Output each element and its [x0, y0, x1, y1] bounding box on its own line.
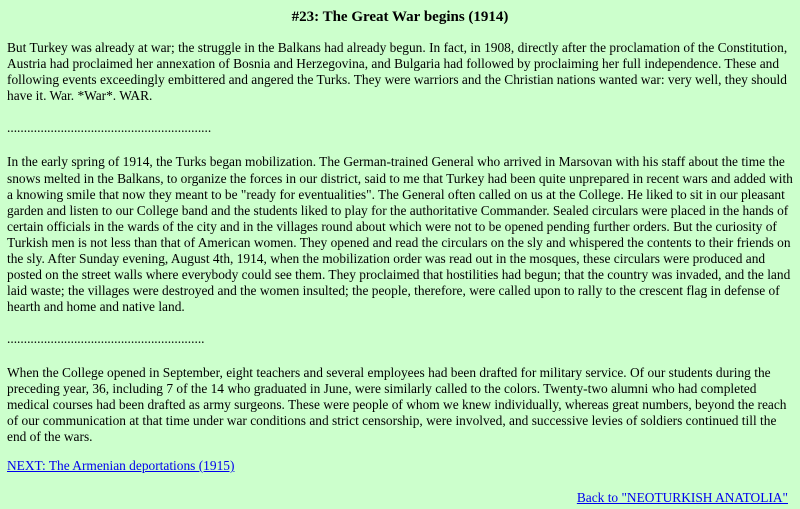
- separator-2: ...........................................................: [7, 331, 205, 347]
- back-link-container: [7, 490, 793, 506]
- next-link-container: [7, 458, 793, 474]
- paragraph-1: But Turkey was already at war; the struggle in the Balkans had already begun. In fact, in 1908, directly after the proclamation of the Constitution, Austria had proclaimed her annexation of Bosnia and Herzegovina, and Bulgaria had followed by proclaiming her full independence. These and following events exceedingly embittered and angered the Turks. They were warriors and the Christian nations wanted war: very well, they should have it. War. *War*. WAR.: [7, 40, 788, 104]
- paragraph-3: When the College opened in September, eight teachers and several employees had been drafted for military service. Of our students during the preceding year, 36, including 7 of the 14 who graduated in June, were similarly called to the colors. Twenty-two alumni who had completed medical courses had been drafted as army surgeons. These were people of whom we knew individually, whereas great numbers, beyond the reach of our communication at that time under war conditions and strict censorship, were involved, and successive levies of soldiers continued till the end of the wars.: [7, 364, 787, 444]
- page-title: #23: The Great War begins (1914): [291, 9, 509, 25]
- paragraph-2: In the early spring of 1914, the Turks began mobilization. The German-trained General who arrived in Marsovan with his staff about the time the snows melted in the Balkans, to organize the forces in our district, said to me that Turkey had been quite unprepared in recent wars and added with a knowing smile that now they meant to be "ready for eventualities". The General often called on us at the College. He liked to sit in our pleasant garden and listen to our College band and the students liked to play for the authoritative Commander. Sealed circulars were placed in the hands of certain officials in the wards of the city and in the villages round about which were not to be opened pending further orders. But the curiosity of Turkish men is not less than that of American women. They opened and read the circulars on the sly and whispered the contents to their friends on the sly. After Sunday evening, August 4th, 1914, when the mobilization order was read out in the mosques, these circulars were produced and posted on the street walls where everybody could see them. They proclaimed that hostilities had begun; that the country was invaded, and the land laid waste; the villages were destroyed and the women insulted; the people, therefore, were called upon to rally to the crescent flag in defense of hearth and home and native land.: [7, 154, 793, 315]
- separator-1: .............................................................: [7, 120, 212, 136]
- document-page: [0, 8, 800, 506]
- next-chapter-link[interactable]: NEXT: The Armenian deportations (1915): [7, 457, 235, 473]
- back-to-index-link[interactable]: Back to "NEOTURKISH ANATOLIA": [576, 490, 788, 506]
